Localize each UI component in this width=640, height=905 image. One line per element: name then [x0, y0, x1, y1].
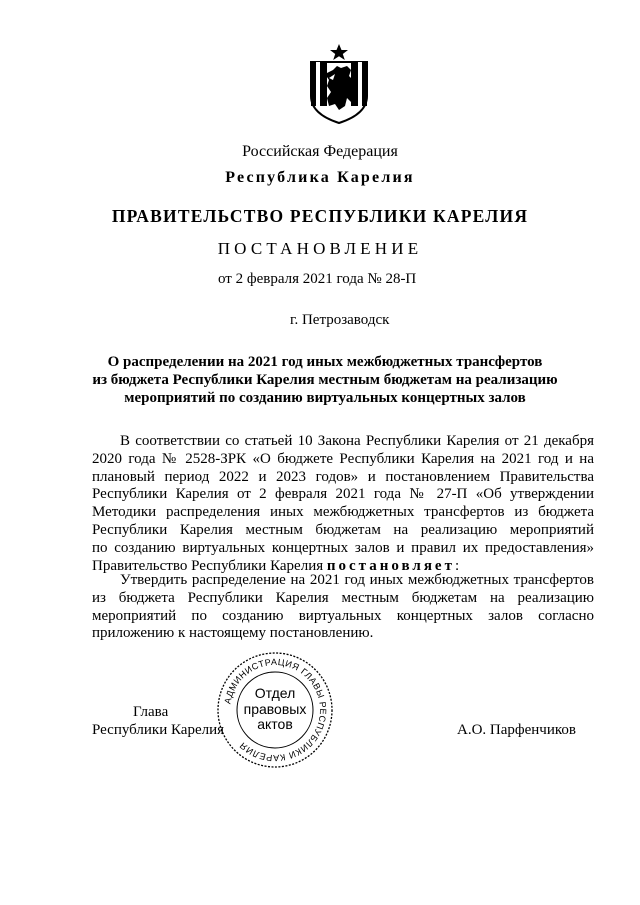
enacting-word: постановляет — [326, 557, 455, 574]
paragraph-line: Республики Карелия от 2 февраля 2021 года № 27-П «Об утверждении — [92, 486, 594, 503]
document-title — [80, 353, 570, 407]
paragraph-preamble — [92, 433, 594, 575]
title-line: из бюджета Республики Карелия местным бюджетам на реализацию — [92, 372, 558, 388]
date-number: от 2 февраля 2021 года № 28-П — [218, 271, 417, 287]
enacting-prefix: Правительство Республики Карелия — [92, 557, 327, 574]
republic-name: Республика Карелия — [225, 169, 415, 186]
paragraph-line: по созданию виртуальных концертных залов и правил их предоставления» — [92, 539, 594, 556]
stamp-line: правовых — [243, 701, 307, 717]
star-icon — [330, 44, 348, 60]
paragraph-line: Утвердить распределение на 2021 год иных межбюджетных трансфертов — [120, 572, 594, 588]
official-stamp — [215, 650, 335, 770]
signatory-name: А.О. Парфенчиков — [457, 722, 576, 738]
title-line: О распределении на 2021 год иных межбюджетных трансфертов — [107, 354, 543, 370]
paragraph-line: плановый период 2022 и 2023 годов» и постановлением Правительства — [92, 468, 594, 485]
stamp-ring-text: АДМИНИСТРАЦИЯ ГЛАВЫ РЕСПУБЛИКИ КАРЕЛИЯ — [222, 656, 329, 764]
country-name: Российская Федерация — [242, 143, 398, 160]
enacting-suffix: : — [454, 557, 460, 574]
city: г. Петрозаводск — [290, 312, 390, 328]
stamp-line: актов — [257, 716, 293, 732]
paragraph-line: Республики Карелия местным бюджетам на реализацию мероприятий — [92, 521, 594, 538]
signatory-title: Глава — [133, 704, 169, 720]
title-line: мероприятий по созданию виртуальных концертных залов — [124, 390, 526, 406]
paragraph-decision — [92, 572, 594, 643]
stamp-line: Отдел — [254, 685, 296, 701]
signatory-title-line2: Республики Карелия — [92, 722, 225, 738]
coat-of-arms-emblem — [303, 44, 375, 124]
paragraph-line: 2020 года № 2528-ЗРК «О бюджете Республики Карелия на 2021 год и на — [92, 450, 594, 467]
government-name: ПРАВИТЕЛЬСТВО РЕСПУБЛИКИ КАРЕЛИЯ — [111, 206, 529, 226]
paragraph-line: В соответствии со статьей 10 Закона Республики Карелия от 21 декабря — [120, 433, 594, 449]
paragraph-line: из бюджета Республики Карелия местным бюджетам на реализацию — [92, 589, 594, 606]
document-type: ПОСТАНОВЛЕНИЕ — [217, 239, 423, 258]
paragraph-line: Методики распределения иных межбюджетных трансфертов из бюджета — [92, 504, 594, 521]
paragraph-line: приложению к настоящему постановлению. — [92, 625, 374, 642]
paragraph-line: мероприятий по созданию виртуальных концертных залов согласно — [92, 607, 594, 624]
